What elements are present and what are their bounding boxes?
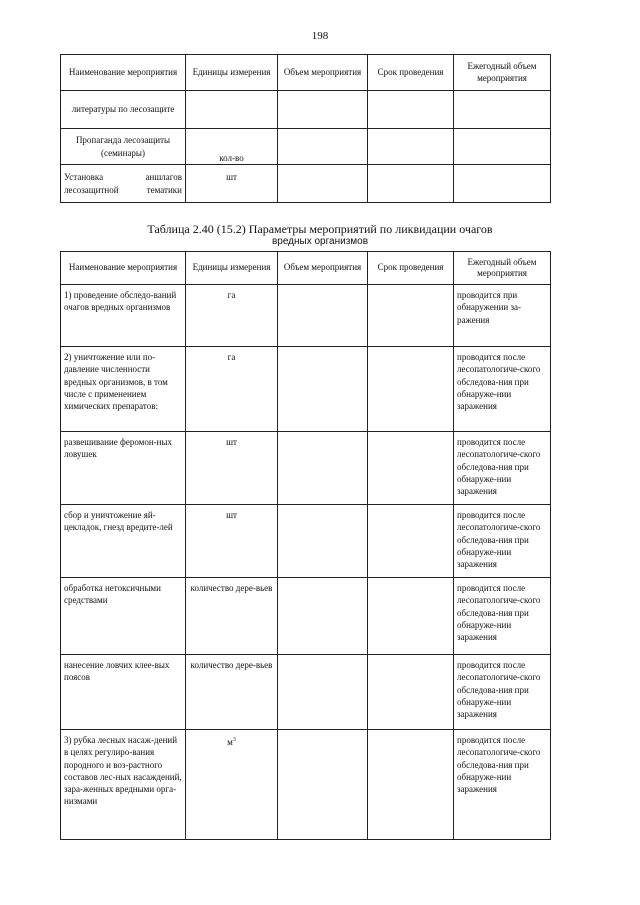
header-cell: Срок проведения	[368, 252, 454, 285]
table-header-row	[61, 252, 551, 285]
annual-text: проводится при обнаружении за-ражения	[457, 290, 521, 325]
table-row	[61, 578, 551, 655]
unit-text: га	[227, 352, 236, 362]
name-text: сбор и уничтожение яй-цекладок, гнезд вредите-лей	[64, 510, 173, 533]
name-cell	[61, 347, 186, 432]
annual-cell	[454, 91, 551, 129]
unit-cell	[186, 578, 278, 655]
volume-cell	[278, 347, 368, 432]
unit-cell	[186, 730, 278, 840]
volume-cell	[278, 655, 368, 730]
name-cell	[61, 655, 186, 730]
volume-cell	[278, 285, 368, 347]
table-row	[61, 165, 551, 203]
annual-cell	[454, 578, 551, 655]
table-row	[61, 129, 551, 165]
annual-text: проводится после лесопатологиче-ского обследова-ния при обнаруже-нии заражения	[457, 583, 541, 643]
term-cell	[368, 730, 454, 840]
annual-text: проводится после лесопатологиче-ского обследова-ния при обнаруже-нии заражения	[457, 660, 541, 720]
table-header-row	[61, 55, 551, 91]
name-cell: литературы по лесозащите	[61, 91, 186, 129]
name-cell: Пропаганда лесозащиты (семинары)	[61, 129, 186, 165]
unit-cell	[186, 285, 278, 347]
unit-cell: кол-во	[186, 129, 278, 165]
unit-text: шт	[226, 437, 237, 447]
header-cell: Объем мероприятия	[278, 252, 368, 285]
name-cell	[61, 730, 186, 840]
annual-text: проводится после лесопатологиче-ского обследова-ния при обнаруже-нии заражения	[457, 735, 541, 795]
term-cell	[368, 505, 454, 578]
table-row	[61, 347, 551, 432]
annual-cell	[454, 505, 551, 578]
volume-cell	[278, 165, 368, 203]
table-row	[61, 655, 551, 730]
term-cell	[368, 578, 454, 655]
term-cell	[368, 165, 454, 203]
annual-cell	[454, 655, 551, 730]
annual-cell	[454, 285, 551, 347]
table-row	[61, 730, 551, 840]
table-continued	[60, 54, 551, 203]
annual-text: проводится после лесопатологиче-ского обследова-ния при обнаруже-нии заражения	[457, 510, 541, 570]
name-cell	[61, 505, 186, 578]
name-cell	[61, 285, 186, 347]
unit-text: шт	[226, 510, 237, 520]
name-text: 2) уничтожение или по-давление численности вредных организмов, в том числе с применением химических препаратов:	[64, 352, 168, 412]
table-parameters	[60, 251, 551, 840]
term-cell	[368, 91, 454, 129]
header-cell: Ежегодный объем мероприятия	[454, 55, 551, 91]
name-text: развешивание феромон-ных ловушек	[64, 437, 173, 460]
table-row	[61, 91, 551, 129]
unit-cell	[186, 347, 278, 432]
unit-text: количество дере-вьев	[190, 660, 273, 670]
term-cell	[368, 285, 454, 347]
name-text: обработка нетоксичными средствами	[64, 583, 161, 606]
annual-text: проводится после лесопатологиче-ского обследова-ния при обнаруже-нии заражения	[457, 352, 541, 412]
term-cell	[368, 347, 454, 432]
unit-cell	[186, 91, 278, 129]
name-cell: Установка аншлагов лесозащитной тематики	[61, 165, 186, 203]
header-cell: Единицы измерения	[186, 252, 278, 285]
unit-cell: шт	[186, 165, 278, 203]
volume-cell	[278, 578, 368, 655]
term-cell	[368, 129, 454, 165]
table-row	[61, 285, 551, 347]
header-cell: Объем мероприятия	[278, 55, 368, 91]
volume-cell	[278, 129, 368, 165]
unit-text: количество дере-вьев	[190, 583, 273, 593]
annual-cell	[454, 730, 551, 840]
volume-cell	[278, 432, 368, 505]
annual-text: проводится после лесопатологиче-ского обследова-ния при обнаруже-нии заражения	[457, 437, 541, 497]
header-cell: Единицы измерения	[186, 55, 278, 91]
name-cell	[61, 432, 186, 505]
unit-cell	[186, 655, 278, 730]
name-cell	[61, 578, 186, 655]
volume-cell	[278, 730, 368, 840]
unit-cell	[186, 505, 278, 578]
annual-cell	[454, 432, 551, 505]
term-cell	[368, 655, 454, 730]
table-row	[61, 505, 551, 578]
volume-cell	[278, 505, 368, 578]
unit-text: га	[227, 290, 236, 300]
name-text: нанесение ловчих клее-вых поясов	[64, 660, 170, 683]
table-caption-subtitle: вредных организмов	[271, 236, 369, 247]
header-cell: Наименование мероприятия	[61, 252, 186, 285]
header-cell: Ежегодный объем мероприятия	[454, 252, 551, 285]
unit-cell	[186, 432, 278, 505]
page-number: 198	[311, 30, 329, 42]
annual-cell	[454, 165, 551, 203]
table-row	[61, 432, 551, 505]
volume-cell	[278, 91, 368, 129]
header-cell: Срок проведения	[368, 55, 454, 91]
unit-text: $м^3$	[227, 737, 236, 747]
header-cell: Наименование мероприятия	[61, 55, 186, 91]
term-cell	[368, 432, 454, 505]
table-caption: Таблица 2.40 (15.2) Параметры мероприятий по ликвидации очагов	[147, 222, 493, 236]
name-text: 3) рубка лесных насаж-дений в целях регулиро-вания породного и воз-растного составов лес-ных насаждений, зара-женных вредными орга-низмами	[64, 735, 182, 807]
annual-cell	[454, 129, 551, 165]
annual-cell	[454, 347, 551, 432]
name-text: 1) проведение обследо-ваний очагов вредных организмов	[64, 290, 177, 313]
